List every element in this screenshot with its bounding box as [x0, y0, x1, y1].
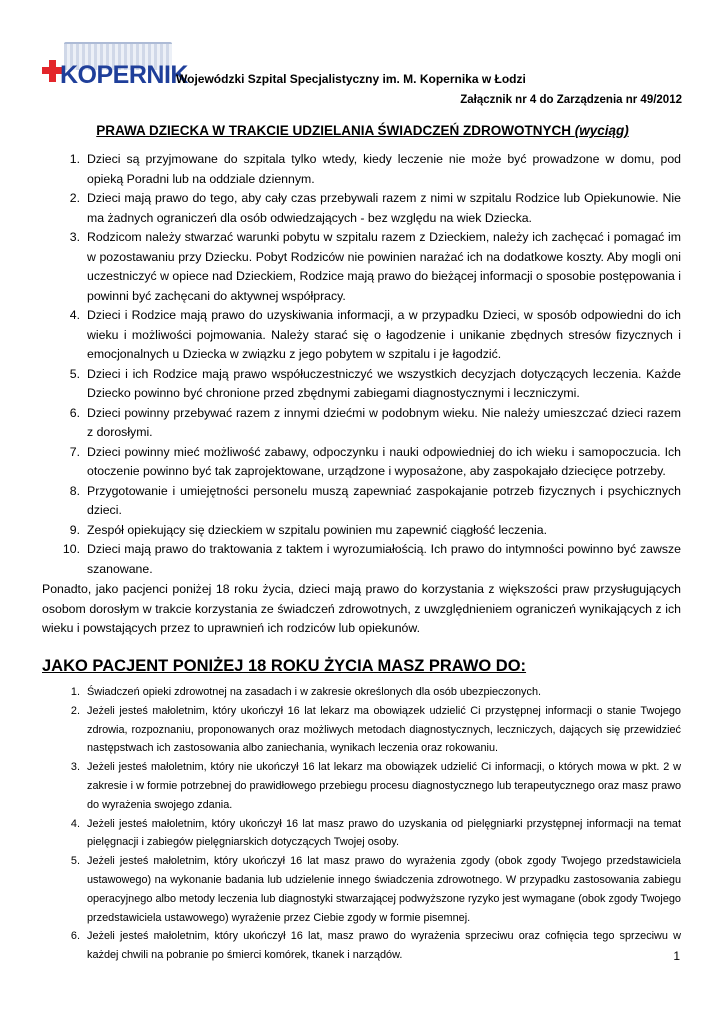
item-number: 2. [69, 191, 80, 205]
item-number: 4. [70, 817, 80, 830]
item-text: Dzieci mają prawo do tego, aby cały czas przebywali razem z nimi w szpitalu Rodzice lub Opiekunowie. Nie ma żadnych ograniczeń dla osób odwiedzających - bez względu na wiek Dziecka. [87, 191, 681, 225]
item-text: Jeżeli jesteś małoletnim, który nie ukończył 16 lat lekarz ma obowiązek udzielić Ci informacji, o których mowa w pkt. 2 w zakresie i w formie potrzebnej do prawidłowego przebiegu procesu diagnostycznego lub terapeutycznego oraz masz prawo do wyrażenia swojego zdania. [87, 761, 681, 811]
list-item [58, 852, 681, 927]
list-item [58, 443, 681, 482]
page-header [42, 42, 682, 112]
logo-text: KOPERNIK [60, 61, 188, 89]
list-item [58, 189, 681, 228]
list-item [58, 927, 681, 965]
item-text: Dzieci powinny przebywać razem z innymi dziećmi w podobnym wieku. Nie należy umieszczać dzieci razem z dorosłymi. [87, 405, 681, 439]
child-rights-list [58, 150, 681, 579]
item-number: 2. [70, 704, 80, 717]
hospital-logo [42, 42, 188, 92]
item-text: Jeżeli jesteś małoletnim, który ukończył 16 lat masz prawo do uzyskania od pielęgniarki przystępnej informacji na temat pielęgnacji i zabiegów pielęgniarskich dotyczących Twojej osoby. [87, 817, 681, 849]
item-number: 5. [69, 366, 80, 381]
item-text: Jeżeli jesteś małoletnim, który ukończył 16 lat lekarz ma obowiązek udzielić Ci przystępnej informacji o stanie Twojego zdrowia, rozpoznaniu, proponowanych oraz możliwych metodach diagnostycznych, leczniczych, dających się przewidzieć następstwach ich zastosowania albo zaniechania, wynikach leczenia oraz rokowaniu. [87, 704, 681, 755]
item-number: 5. [70, 855, 80, 868]
item-text: Jeżeli jesteś małoletnim, który ukończył 16 lat, masz prawo do wyrażenia sprzeciwu oraz cofnięcia tego sprzeciwu w każdej chwili na pobranie po śmierci komórek, tkanek i narządów. [87, 930, 681, 962]
item-number: 4. [69, 308, 80, 322]
list-item [58, 482, 681, 521]
item-text: Zespół opiekujący się dzieckiem w szpitalu powinien mu zapewnić ciągłość leczenia. [87, 522, 547, 537]
item-number: 9. [69, 522, 80, 537]
page-number: 1 [673, 949, 680, 963]
section-heading: JAKO PACJENT PONIŻEJ 18 ROKU ŻYCIA MASZ PRAWO DO: [42, 657, 527, 675]
list-item [58, 365, 681, 404]
item-text: Świadczeń opieki zdrowotnej na zasadach i w zakresie określonych dla osób ubezpieczonych. [87, 686, 542, 698]
item-number: 8. [69, 483, 80, 498]
list-item [58, 404, 681, 443]
list-item [58, 540, 681, 579]
item-number: 1. [70, 686, 80, 698]
item-text: Dzieci są przyjmowane do szpitala tylko wtedy, kiedy leczenie nie może być prowadzone w domu, pod opieką Poradni lub na oddziale dziennym. [87, 152, 681, 186]
item-text: Dzieci i ich Rodzice mają prawo współuczestniczyć we wszystkich decyzjach dotyczących leczenia. Każde Dziecko powinno być chronione przed zbędnymi zabiegami diagnostycznymi i leczniczymi. [87, 366, 681, 400]
item-number: 1. [69, 152, 80, 166]
item-number: 3. [69, 230, 80, 244]
document-title [0, 123, 725, 138]
list-item [58, 702, 681, 758]
item-text: Przygotowanie i umiejętności personelu muszą zapewniać zaspokajanie potrzeb fizycznych i psychicznych dzieci. [87, 483, 681, 517]
list-item [58, 815, 681, 853]
annex-reference: Załącznik nr 4 do Zarządzenia nr 49/2012 [460, 94, 682, 106]
item-number: 6. [69, 405, 80, 420]
patient-rights-list [58, 683, 681, 965]
item-number: 3. [70, 761, 80, 774]
item-number: 10. [62, 542, 80, 556]
item-text: Dzieci i Rodzice mają prawo do uzyskiwania informacji, a w przypadku Dzieci, w sposób odpowiedni do ich wieku i możliwości pojmowania. Należy starać się o łagodzenie i unikanie zbędnych stresów fizycznych i emocjonalnych u Dziecka w związku z jego pobytem w szpitalu i je łagodzić. [87, 308, 681, 361]
list-item [58, 306, 681, 365]
title-main: PRAWA DZIECKA W TRAKCIE UDZIELANIA ŚWIADCZEŃ ZDROWOTNYCH [96, 123, 575, 138]
red-cross-icon [42, 56, 62, 86]
item-text: Dzieci mają prawo do traktowania z taktem i wyrozumiałością. Ich prawo do intymności powinno być zawsze szanowane. [87, 542, 681, 576]
item-text: Dzieci powinny mieć możliwość zabawy, odpoczynku i nauki odpowiedniej do ich wieku i samopoczucia. Ich otoczenie powinno być tak zaprojektowane, urządzone i wyposażone, aby zaspokajało dziecięce potrzeby. [87, 444, 681, 478]
list-item [58, 228, 681, 306]
item-number: 6. [70, 930, 80, 943]
item-text: Jeżeli jesteś małoletnim, który ukończył 16 lat masz prawo do wyrażenia zgody (obok zgody Twojego przedstawiciela ustawowego) na wykonanie badania lub udzielenie innego świadczenia zdrowotnego. W przypadku zastosowania zabiegu operacyjnego albo metody leczenia lub diagnostyki stwarzającej podwyższone ryzyko jest wymagane (obok zgody Twojego przedstawiciela ustawowego) wyrażenie przez Ciebie zgody w formie pisemnej. [87, 855, 681, 924]
intro-paragraph: Ponadto, jako pacjenci poniżej 18 roku życia, dzieci mają prawo do korzystania z większości praw przysługujących osobom dorosłym w trakcie korzystania ze świadczeń zdrowotnych, z uwzględnieniem ograniczeń wynikających z ich wieku i powstających przez to uprawnień ich rodziców lub opiekunów. [42, 582, 681, 635]
item-number: 7. [69, 444, 80, 459]
hospital-name: Wojewódzki Szpital Specjalistyczny im. M. Kopernika w Łodzi [176, 72, 526, 86]
list-item [58, 521, 681, 541]
list-item [58, 150, 681, 189]
list-item [58, 683, 681, 702]
item-text: Rodzicom należy stwarzać warunki pobytu w szpitalu razem z Dzieckiem, należy ich zachęcać i pomagać im w pozostawaniu przy Dziecku. Pobyt Rodziców nie powinien narażać ich na dodatkowe koszty. Aby mogli oni uczestniczyć w opiece nad Dzieckiem, Rodzice mają prawo do bieżącej informacji o sposobie postępowania i powinni być zachęcani do aktywnej współpracy. [87, 230, 681, 303]
title-suffix: (wyciąg) [574, 123, 629, 138]
list-item [58, 758, 681, 814]
